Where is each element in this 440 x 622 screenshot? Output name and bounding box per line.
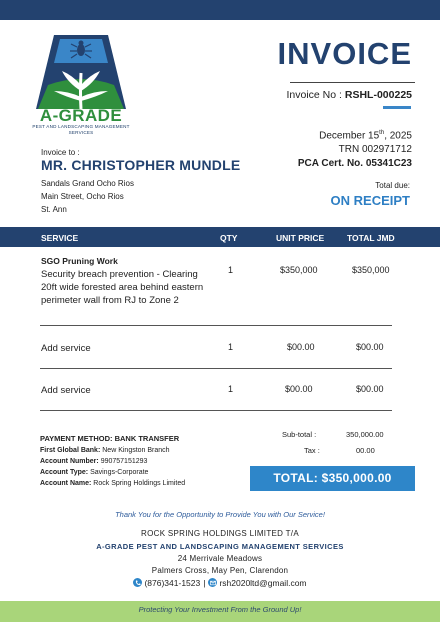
column-header-unit-price: UNIT PRICE bbox=[276, 233, 325, 243]
company-trade-name: A-GRADE PEST AND LANDSCAPING MANAGEMENT SERVICES bbox=[96, 542, 344, 551]
tax-label: Tax : bbox=[304, 446, 320, 455]
phone-number: (876)341-1523 bbox=[144, 578, 201, 588]
pca-cert-number: PCA Cert. No. 05341C23 bbox=[297, 158, 412, 170]
row-divider bbox=[40, 325, 392, 326]
invoice-title: INVOICE bbox=[277, 36, 412, 71]
total-cell: $00.00 bbox=[356, 384, 384, 394]
accent-dash bbox=[383, 106, 411, 109]
account-name-value: Rock Spring Holdings Limited bbox=[93, 480, 186, 487]
payment-details bbox=[40, 433, 185, 489]
account-number-value: 990757151293 bbox=[100, 458, 148, 465]
qty-cell: 1 bbox=[228, 342, 234, 352]
unit-price-cell: $350,000 bbox=[280, 265, 318, 275]
column-header-service: SERVICE bbox=[41, 233, 79, 243]
account-name-line bbox=[40, 478, 185, 489]
email-address: rsh2020ltd@gmail.com bbox=[219, 578, 307, 588]
invoice-meta bbox=[298, 126, 412, 171]
footer-slogan: Protecting Your Investment From the Ground Up! bbox=[138, 605, 302, 614]
tax-value: 00.00 bbox=[356, 446, 375, 455]
total-due-value: ON RECEIPT bbox=[330, 193, 410, 208]
row-divider bbox=[40, 368, 392, 369]
date-year: , 2025 bbox=[384, 130, 412, 142]
grand-total: TOTAL: $350,000.00 bbox=[250, 466, 415, 491]
bank-line bbox=[40, 445, 185, 456]
column-header-total: TOTAL JMD bbox=[347, 233, 395, 243]
account-type-line bbox=[40, 467, 185, 478]
logo-brand-name: A-GRADE bbox=[39, 106, 123, 125]
unit-price-cell: $00.00 bbox=[285, 384, 313, 394]
logo-tagline: PEST AND LANDSCAPING MANAGEMENT SERVICES bbox=[32, 124, 130, 135]
column-header-qty: QTY bbox=[220, 233, 238, 243]
date-month-day: December 15 bbox=[319, 130, 380, 142]
contact-separator: | bbox=[203, 578, 206, 588]
company-legal-name: ROCK SPRING HOLDINGS LIMITED T/A bbox=[141, 529, 299, 538]
company-address-line: 24 Merrivale Meadows bbox=[177, 554, 263, 563]
phone-icon bbox=[133, 578, 142, 587]
service-description: Add service bbox=[41, 385, 91, 396]
email-icon bbox=[208, 578, 217, 587]
account-number-label: Account Number: bbox=[40, 458, 99, 465]
unit-price-cell: $00.00 bbox=[287, 342, 315, 352]
table-header bbox=[0, 227, 440, 247]
company-address-line: Palmers Cross, May Pen, Clarendon bbox=[151, 566, 289, 575]
invoice-number bbox=[287, 89, 413, 101]
total-cell: $350,000 bbox=[352, 265, 390, 275]
invoice-date bbox=[298, 126, 412, 143]
client-address-line: Main Street, Ocho Rios bbox=[41, 192, 124, 201]
client-address-line: St. Ann bbox=[41, 205, 67, 214]
qty-cell: 1 bbox=[228, 265, 234, 275]
service-cell bbox=[41, 256, 211, 307]
row-divider bbox=[40, 410, 392, 411]
trn-number: TRN 002971712 bbox=[338, 144, 412, 156]
service-description: Add service bbox=[41, 343, 91, 354]
client-name: MR. CHRISTOPHER MUNDLE bbox=[41, 157, 241, 173]
client-address-line: Sandals Grand Ocho Rios bbox=[41, 179, 134, 188]
qty-cell: 1 bbox=[228, 384, 234, 394]
invoice-number-label: Invoice No : bbox=[286, 89, 342, 101]
date-suffix: th bbox=[379, 130, 385, 136]
payment-method: PAYMENT METHOD: BANK TRANSFER bbox=[40, 434, 180, 443]
title-divider bbox=[290, 82, 415, 83]
subtotal-label: Sub-total : bbox=[282, 430, 317, 439]
account-name-label: Account Name: bbox=[40, 480, 92, 487]
thank-you-note: Thank You for the Opportunity to Provide You with Our Service! bbox=[115, 510, 325, 519]
service-description: Security breach prevention - Clearing 20ft wide forested area behind eastern perimeter wall from RJ to Zone 2 bbox=[41, 269, 204, 306]
client-address bbox=[41, 177, 134, 216]
account-type-value: Savings-Corporate bbox=[90, 469, 149, 476]
invoice-number-value: RSHL-000225 bbox=[344, 89, 412, 101]
total-cell: $00.00 bbox=[356, 342, 384, 352]
invoice-to-label: Invoice to : bbox=[41, 148, 80, 157]
bank-value: New Kingston Branch bbox=[102, 447, 170, 454]
service-title: SGO Pruning Work bbox=[41, 256, 118, 266]
subtotal-value: 350,000.00 bbox=[346, 430, 384, 439]
total-due-label: Total due: bbox=[375, 181, 410, 190]
contact-line bbox=[0, 578, 440, 588]
top-banner bbox=[0, 0, 440, 20]
account-number-line bbox=[40, 456, 185, 467]
bank-label: First Global Bank: bbox=[40, 447, 101, 454]
account-type-label: Account Type: bbox=[40, 469, 89, 476]
